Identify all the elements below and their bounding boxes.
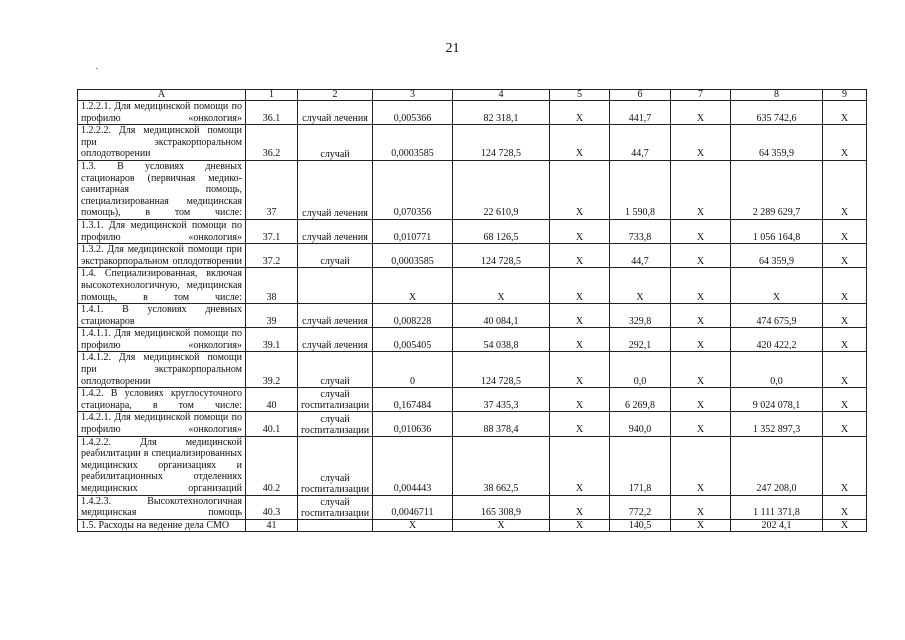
row-name-cell: 1.5. Расходы на ведение дела СМО xyxy=(78,519,246,532)
row-cell-c7: Х xyxy=(671,219,731,243)
table-row xyxy=(78,328,867,352)
row-name-cell: 1.4. Специализированная, включая высокотехнологичную, медицинская помощь, в том числе: xyxy=(78,268,246,304)
row-cell-c6: Х xyxy=(610,268,671,304)
row-name-cell: 1.2.2.1. Для медицинской помощи по профилю «онкология» xyxy=(78,101,246,125)
row-cell-c2: случай госпитализации xyxy=(298,436,373,495)
row-cell-c8: 420 422,2 xyxy=(731,328,823,352)
row-name-cell: 1.4.1.2. Для медицинской помощи при экстракорпоральном оплодотворении xyxy=(78,352,246,388)
header-cell-a: А xyxy=(78,90,246,101)
row-cell-c6: 171,8 xyxy=(610,436,671,495)
row-cell-c4: 38 662,5 xyxy=(453,436,550,495)
row-cell-c2: случай лечения xyxy=(298,328,373,352)
row-cell-c5: Х xyxy=(550,125,610,161)
row-cell-c3: 0,010771 xyxy=(373,219,453,243)
row-cell-c6: 6 269,8 xyxy=(610,388,671,412)
row-cell-c1: 40 xyxy=(246,388,298,412)
table-row xyxy=(78,160,867,219)
row-cell-c7: Х xyxy=(671,101,731,125)
header-cell-9: 9 xyxy=(823,90,867,101)
row-name-cell: 1.4.1. В условиях дневных стационаров xyxy=(78,304,246,328)
row-cell-c8: 1 352 897,3 xyxy=(731,412,823,436)
row-cell-c7: Х xyxy=(671,388,731,412)
row-cell-c7: Х xyxy=(671,495,731,519)
row-cell-c6: 772,2 xyxy=(610,495,671,519)
row-cell-c8: 0,0 xyxy=(731,352,823,388)
row-cell-c1: 37 xyxy=(246,160,298,219)
row-cell-c2: случай xyxy=(298,352,373,388)
row-cell-c9: Х xyxy=(823,495,867,519)
row-cell-c8: 1 056 164,8 xyxy=(731,219,823,243)
row-cell-c4: 124 728,5 xyxy=(453,352,550,388)
row-cell-c3: 0,0003585 xyxy=(373,244,453,268)
row-cell-c5: Х xyxy=(550,268,610,304)
row-cell-c9: Х xyxy=(823,388,867,412)
row-cell-c1: 37.1 xyxy=(246,219,298,243)
row-cell-c9: Х xyxy=(823,101,867,125)
row-cell-c6: 44,7 xyxy=(610,125,671,161)
row-cell-c1: 39.2 xyxy=(246,352,298,388)
page-number: 21 xyxy=(445,41,460,56)
row-cell-c5: Х xyxy=(550,352,610,388)
row-cell-c3: 0,005366 xyxy=(373,101,453,125)
row-cell-c5: Х xyxy=(550,101,610,125)
row-name-cell: 1.4.2.1. Для медицинской помощи по профилю «онкология» xyxy=(78,412,246,436)
row-name-cell: 1.2.2.2. Для медицинской помощи при экстракорпоральном оплодотворении xyxy=(78,125,246,161)
row-cell-c1: 39 xyxy=(246,304,298,328)
row-cell-c4: 165 308,9 xyxy=(453,495,550,519)
data-table xyxy=(77,89,867,532)
row-cell-c2: случай xyxy=(298,244,373,268)
row-cell-c5: Х xyxy=(550,388,610,412)
row-cell-c1: 39.1 xyxy=(246,328,298,352)
table-row xyxy=(78,125,867,161)
header-cell-6: 6 xyxy=(610,90,671,101)
row-name-cell: 1.3.2. Для медицинской помощи при экстракорпоральном оплодотворении xyxy=(78,244,246,268)
row-cell-c3: 0,070356 xyxy=(373,160,453,219)
row-cell-c2 xyxy=(298,519,373,532)
row-cell-c6: 940,0 xyxy=(610,412,671,436)
header-cell-4: 4 xyxy=(453,90,550,101)
row-cell-c9: Х xyxy=(823,125,867,161)
table-row xyxy=(78,304,867,328)
row-name-cell: 1.4.2.3. Высокотехнологичная медицинская помощь xyxy=(78,495,246,519)
row-cell-c4: 22 610,9 xyxy=(453,160,550,219)
table-row xyxy=(78,244,867,268)
row-cell-c2: случай лечения xyxy=(298,101,373,125)
row-cell-c8: 64 359,9 xyxy=(731,244,823,268)
row-cell-c6: 733,8 xyxy=(610,219,671,243)
row-cell-c8: 635 742,6 xyxy=(731,101,823,125)
row-cell-c1: 38 xyxy=(246,268,298,304)
table-row xyxy=(78,519,867,532)
header-cell-1: 1 xyxy=(246,90,298,101)
row-cell-c3: 0,010636 xyxy=(373,412,453,436)
row-cell-c2: случай лечения xyxy=(298,219,373,243)
row-cell-c6: 329,8 xyxy=(610,304,671,328)
row-cell-c1: 40.3 xyxy=(246,495,298,519)
row-cell-c7: Х xyxy=(671,160,731,219)
row-cell-c5: Х xyxy=(550,412,610,436)
row-cell-c9: Х xyxy=(823,219,867,243)
row-cell-c5: Х xyxy=(550,304,610,328)
header-row xyxy=(78,90,867,101)
row-cell-c6: 292,1 xyxy=(610,328,671,352)
row-name-cell: 1.3.1. Для медицинской помощи по профилю «онкология» xyxy=(78,219,246,243)
row-cell-c5: Х xyxy=(550,160,610,219)
row-name-cell: 1.3. В условиях дневных стационаров (первичная медико-санитарная помощь, специализированная медицинская помощь), в том числе: xyxy=(78,160,246,219)
row-cell-c4: 37 435,3 xyxy=(453,388,550,412)
header-cell-8: 8 xyxy=(731,90,823,101)
row-cell-c6: 140,5 xyxy=(610,519,671,532)
row-cell-c4: 40 084,1 xyxy=(453,304,550,328)
row-cell-c2 xyxy=(298,268,373,304)
row-cell-c8: 2 289 629,7 xyxy=(731,160,823,219)
row-cell-c5: Х xyxy=(550,328,610,352)
table-row xyxy=(78,101,867,125)
row-cell-c7: Х xyxy=(671,304,731,328)
row-cell-c3: 0,005405 xyxy=(373,328,453,352)
row-cell-c9: Х xyxy=(823,304,867,328)
row-cell-c5: Х xyxy=(550,436,610,495)
row-cell-c8: 64 359,9 xyxy=(731,125,823,161)
row-cell-c3: Х xyxy=(373,268,453,304)
row-cell-c8: 474 675,9 xyxy=(731,304,823,328)
row-cell-c9: Х xyxy=(823,328,867,352)
row-cell-c2: случай лечения xyxy=(298,304,373,328)
row-cell-c5: Х xyxy=(550,495,610,519)
header-cell-5: 5 xyxy=(550,90,610,101)
row-cell-c4: 68 126,5 xyxy=(453,219,550,243)
row-cell-c5: Х xyxy=(550,519,610,532)
row-cell-c7: Х xyxy=(671,268,731,304)
row-cell-c7: Х xyxy=(671,352,731,388)
table-row xyxy=(78,268,867,304)
table-row xyxy=(78,388,867,412)
row-name-cell: 1.4.1.1. Для медицинской помощи по профилю «онкология» xyxy=(78,328,246,352)
row-cell-c2: случай лечения xyxy=(298,160,373,219)
row-cell-c8: Х xyxy=(731,268,823,304)
row-cell-c6: 0,0 xyxy=(610,352,671,388)
row-cell-c4: 88 378,4 xyxy=(453,412,550,436)
row-cell-c7: Х xyxy=(671,436,731,495)
row-cell-c9: Х xyxy=(823,352,867,388)
row-cell-c3: 0,167484 xyxy=(373,388,453,412)
row-cell-c3: 0,004443 xyxy=(373,436,453,495)
row-cell-c9: Х xyxy=(823,244,867,268)
row-cell-c4: 124 728,5 xyxy=(453,244,550,268)
row-cell-c3: 0 xyxy=(373,352,453,388)
row-cell-c9: Х xyxy=(823,268,867,304)
row-cell-c1: 40.1 xyxy=(246,412,298,436)
header-cell-7: 7 xyxy=(671,90,731,101)
row-cell-c1: 40.2 xyxy=(246,436,298,495)
row-cell-c2: случай госпитализации xyxy=(298,388,373,412)
row-name-cell: 1.4.2. В условиях круглосуточного стационара, в том числе: xyxy=(78,388,246,412)
row-cell-c9: Х xyxy=(823,519,867,532)
table-row xyxy=(78,412,867,436)
row-cell-c2: случай госпитализации xyxy=(298,495,373,519)
row-cell-c8: 1 111 371,8 xyxy=(731,495,823,519)
row-cell-c4: 82 318,1 xyxy=(453,101,550,125)
row-cell-c1: 41 xyxy=(246,519,298,532)
row-name-cell: 1.4.2.2. Для медицинской реабилитации в специализированных медицинских организациях и реабилитационных отделениях медицинских организаций xyxy=(78,436,246,495)
row-cell-c8: 247 208,0 xyxy=(731,436,823,495)
row-cell-c3: 0,008228 xyxy=(373,304,453,328)
row-cell-c3: 0,0046711 xyxy=(373,495,453,519)
row-cell-c7: Х xyxy=(671,412,731,436)
row-cell-c4: 124 728,5 xyxy=(453,125,550,161)
header-cell-2: 2 xyxy=(298,90,373,101)
row-cell-c4: 54 038,8 xyxy=(453,328,550,352)
table-row xyxy=(78,495,867,519)
row-cell-c6: 441,7 xyxy=(610,101,671,125)
row-cell-c8: 9 024 078,1 xyxy=(731,388,823,412)
row-cell-c2: случай госпитализации xyxy=(298,412,373,436)
row-cell-c6: 1 590,8 xyxy=(610,160,671,219)
row-cell-c6: 44,7 xyxy=(610,244,671,268)
row-cell-c4: Х xyxy=(453,519,550,532)
table-row xyxy=(78,219,867,243)
row-cell-c7: Х xyxy=(671,328,731,352)
row-cell-c7: Х xyxy=(671,519,731,532)
row-cell-c5: Х xyxy=(550,219,610,243)
row-cell-c4: Х xyxy=(453,268,550,304)
row-cell-c1: 36.2 xyxy=(246,125,298,161)
row-cell-c1: 36.1 xyxy=(246,101,298,125)
table-row xyxy=(78,436,867,495)
row-cell-c9: Х xyxy=(823,412,867,436)
row-cell-c7: Х xyxy=(671,125,731,161)
row-cell-c5: Х xyxy=(550,244,610,268)
row-cell-c8: 202 4,1 xyxy=(731,519,823,532)
scan-speck xyxy=(96,68,98,69)
table-row xyxy=(78,352,867,388)
row-cell-c9: Х xyxy=(823,436,867,495)
row-cell-c3: Х xyxy=(373,519,453,532)
row-cell-c7: Х xyxy=(671,244,731,268)
header-cell-3: 3 xyxy=(373,90,453,101)
row-cell-c9: Х xyxy=(823,160,867,219)
row-cell-c3: 0,0003585 xyxy=(373,125,453,161)
row-cell-c1: 37.2 xyxy=(246,244,298,268)
row-cell-c2: случай xyxy=(298,125,373,161)
